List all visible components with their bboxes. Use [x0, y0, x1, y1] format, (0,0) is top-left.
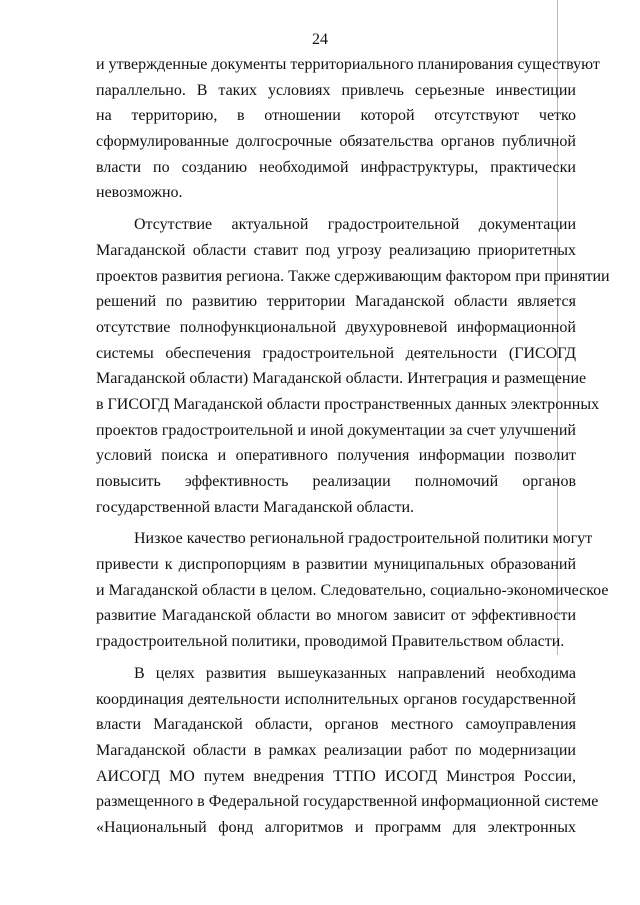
- text-line: градостроительной политики, проводимой Правительством области.: [96, 633, 565, 651]
- text-line: АИСОГД МО путем внедрения ТТПО ИСОГД Минстроя России,: [96, 767, 576, 785]
- text-line: на территорию, в отношении которой отсутствуют четко: [96, 107, 576, 125]
- text-line: отсутствие полнофункциональной двухуровневой информационной: [96, 318, 576, 336]
- text-line: привести к диспропорциям в развитии муниципальных образований: [96, 556, 576, 574]
- text-line: «Национальный фонд алгоритмов и программ для электронных: [96, 818, 576, 836]
- text-line: повысить эффективность реализации полномочий органов: [96, 473, 576, 490]
- text-line: параллельно. В таких условиях привлечь серьезные инвестиции: [96, 81, 576, 99]
- body-text: [96, 52, 610, 841]
- text-line: государственной власти Магаданской области.: [96, 498, 415, 516]
- text-line: В целях развития вышеуказанных направлений необходима: [134, 664, 576, 682]
- paragraph-2: [96, 212, 610, 520]
- text-line: Магаданской области в рамках реализации работ по модернизации: [96, 741, 576, 759]
- text-line: и Магаданской области в целом. Следовательно, социально-экономическое: [96, 581, 609, 599]
- paragraph-1: [96, 52, 600, 206]
- text-line: размещенного в Федеральной государственной информационной системе: [96, 793, 599, 811]
- text-line: Низкое качество региональной градостроительной политики могут: [134, 530, 593, 548]
- text-line: системы обеспечения градостроительной деятельности (ГИСОГД: [96, 344, 576, 362]
- text-line: координация деятельности исполнительных органов государственной: [96, 690, 576, 708]
- text-line: власти Магаданской области, органов местного самоуправления: [96, 716, 576, 734]
- text-line: Магаданской области ставит под угрозу реализацию приоритетных: [96, 241, 576, 259]
- text-line: Магаданской области) Магаданской области. Интеграция и размещение: [96, 370, 587, 388]
- text-line: проектов градостроительной и иной документации за счет улучшений: [96, 421, 576, 439]
- text-line: и утвержденные документы территориального планирования существуют: [96, 56, 600, 73]
- text-line: невозможно.: [96, 184, 183, 202]
- text-line: в ГИСОГД Магаданской области пространственных данных электронных: [96, 395, 600, 413]
- text-line: развитие Магаданской области во многом зависит от эффективности: [96, 607, 576, 625]
- text-line: Отсутствие актуальной градостроительной документации: [134, 216, 576, 234]
- page-number: 24: [312, 31, 328, 48]
- text-line: власти по созданию необходимой инфраструктуры, практически: [96, 158, 576, 176]
- paragraph-4: [96, 661, 599, 841]
- paragraph-3: [96, 526, 609, 654]
- text-line: условий поиска и оперативного получения информации позволит: [96, 447, 576, 465]
- text-line: проектов развития региона. Также сдерживающим фактором при принятии: [96, 267, 610, 285]
- text-line: сформулированные долгосрочные обязательства органов публичной: [96, 133, 576, 151]
- text-line: решений по развитию территории Магаданской области является: [96, 293, 576, 311]
